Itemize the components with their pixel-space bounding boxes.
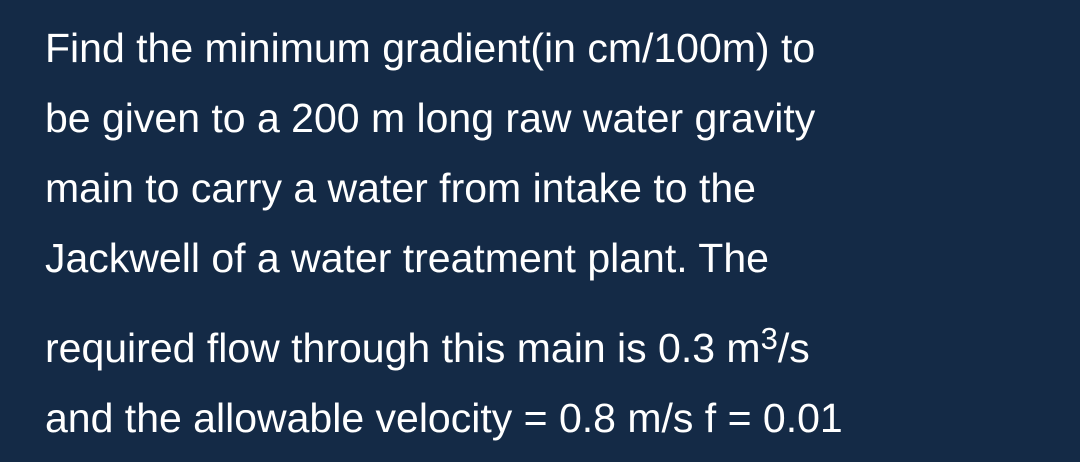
question-line-1: Find the minimum gradient(in cm/100m) to [45,25,816,71]
question-line-5 [45,321,810,371]
question-line-3: main to carry a water from intake to the [45,165,756,211]
flow-unit: /s [777,325,810,371]
flow-text: required flow through this main is 0.3 m [45,325,761,371]
question-line-2: be given to a 200 m long raw water gravity [45,95,816,141]
question-line-4: Jackwell of a water treatment plant. The [45,235,769,281]
cubic-exponent: 3 [760,321,778,356]
question-line-6: and the allowable velocity = 0.8 m/s f = 0.01 [45,395,843,441]
